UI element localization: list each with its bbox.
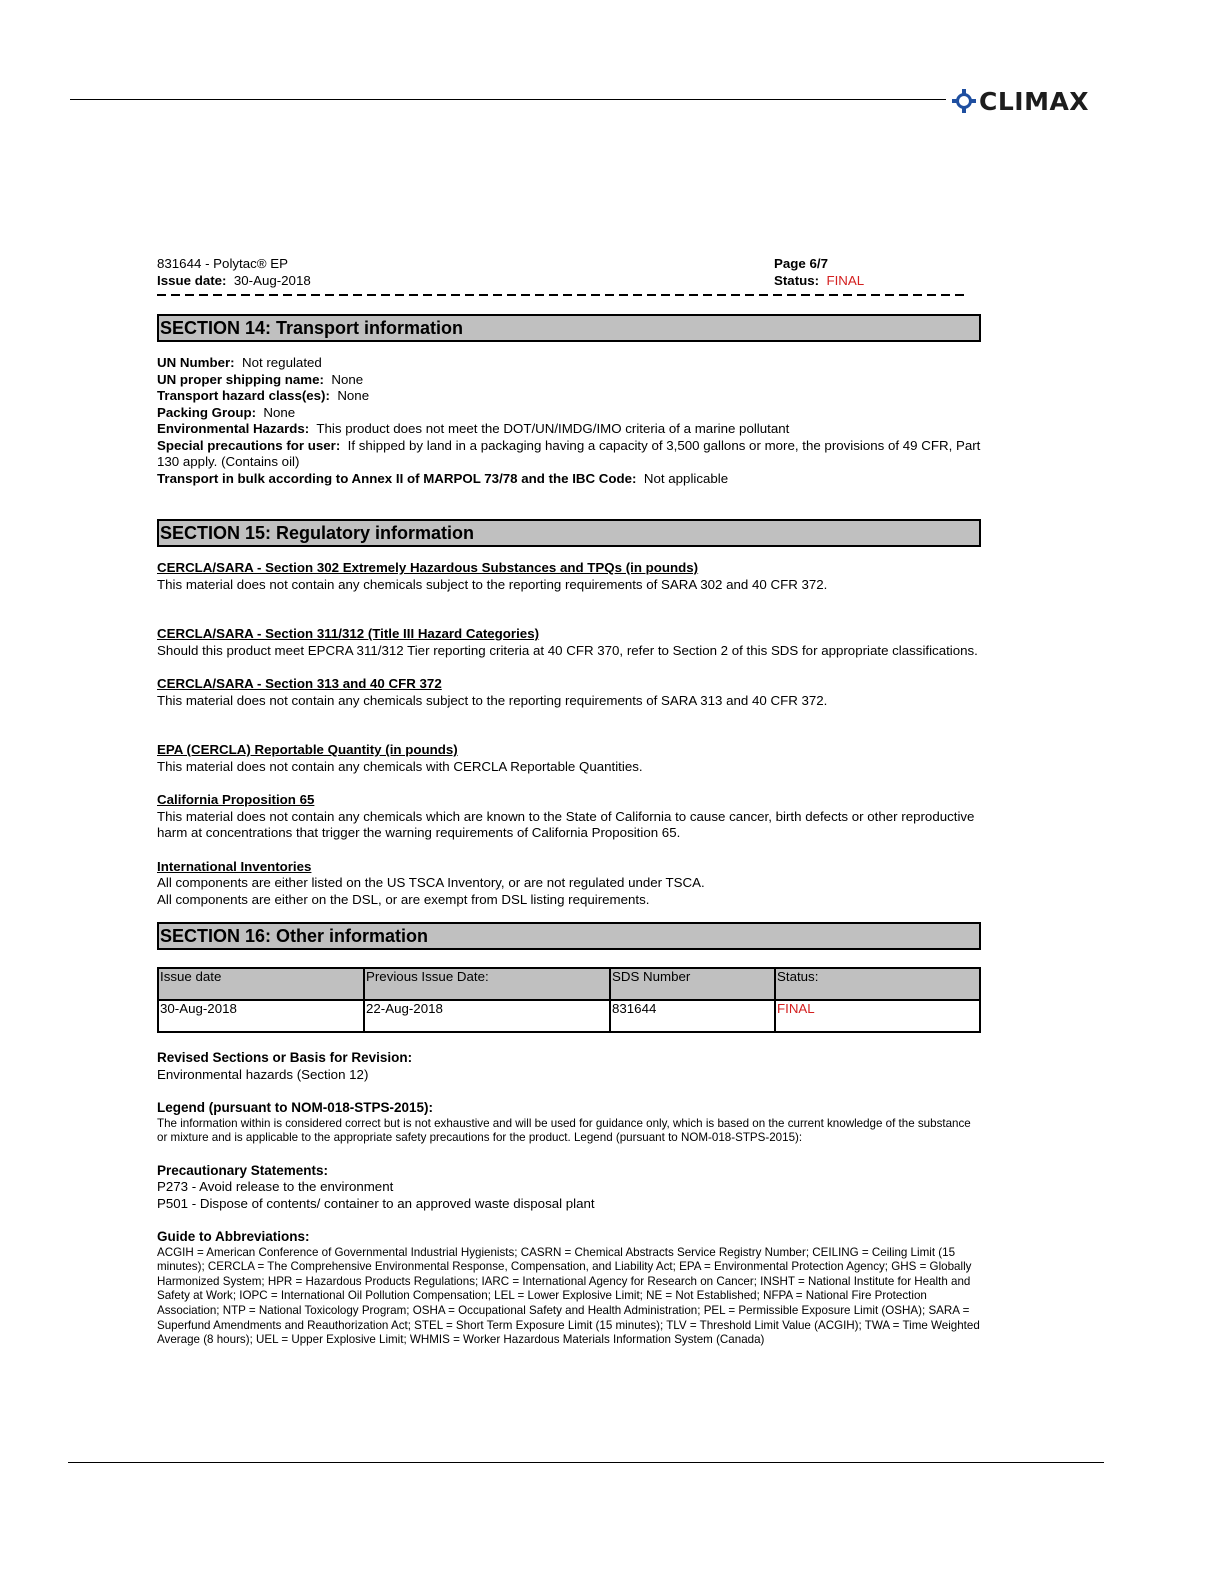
section-15-title: SECTION 15: Regulatory information <box>157 519 981 547</box>
precautionary-statements: Precautionary Statements: P273 - Avoid release to the environment P501 - Dispose of contents/ container to an approved waste disposal plant <box>157 1162 595 1211</box>
status-label: Status: <box>774 272 820 288</box>
table-row <box>158 1000 980 1032</box>
transport-item: UN proper shipping name: None <box>157 371 364 387</box>
header-rule <box>70 99 946 100</box>
revision-basis: Revised Sections or Basis for Revision: Environmental hazards (Section 12) <box>157 1050 413 1082</box>
table-header-row <box>158 968 980 1000</box>
issue-date-label: Issue date: <box>157 272 227 288</box>
page-header <box>157 256 981 290</box>
legend: Legend (pursuant to NOM-018-STPS-2015): The information within is considered correct but is not exhaustive and will be used for guidance only, which is based on the current knowledge of the substance or mixture and is applicable to the appropriate safety precautions for the product. Legend (pursuant to NOM-018-STPS-2015): <box>157 1100 971 1145</box>
document-body <box>157 256 981 1348</box>
climax-logo-icon <box>952 89 976 113</box>
reg-block-311: CERCLA/SARA - Section 311/312 (Title III Hazard Categories) Should this product meet EPCRA 311/312 Tier reporting criteria at 40 CFR 370, refer to Section 2 of this SDS for appropriate classifications. <box>157 626 978 658</box>
reg-block-epa: EPA (CERCLA) Reportable Quantity (in pounds) This material does not contain any chemicals with CERCLA Reportable Quantities. <box>157 742 643 774</box>
climax-logo <box>952 86 1089 116</box>
table-header-cell: SDS Number <box>610 968 775 1000</box>
transport-item: UN Number: Not regulated <box>157 355 322 370</box>
abbreviations-guide: Guide to Abbreviations: ACGIH = American Conference of Governmental Industrial Hygienists; CASRN = Chemical Abstracts Service Registry Number; CEILING = Ceiling Limit (15 minutes); CERCLA = The Comprehensive Environmental Response, Compensation, and Liability Act; EPA = Environmental Protection Agency; GHS = Globally Harmonized System; HPR = Hazardous Products Regulations; IARC = International Agency for Research on Cancer; INSHT = National Institute for Health and Safety at Work; IOPC = International Oil Pollution Compensation; LEL = Lower Explosive Limit; NE = Not Established; NFPA = National Fire Protection Association; NTP = National Toxicology Program; OSHA = Occupational Safety and Health Administration; PEL = Permissible Exposure Limit (OSHA); SARA = Superfund Amendments and Reauthorization Act; STEL = Short Term Exposure Limit (15 minutes); TLV = Threshold Limit Value (ACGIH); TWA = Time Weighted Average (8 hours); UEL = Upper Explosive Limit; WHMIS = Worker Hazardous Materials Information System (Canada) <box>157 1229 980 1347</box>
transport-info <box>157 355 981 487</box>
logo-text: CLIMAX <box>979 86 1090 116</box>
table-cell: 831644 <box>610 1000 775 1032</box>
footer-rule <box>68 1462 1104 1463</box>
table-cell: 22-Aug-2018 <box>364 1000 610 1032</box>
reg-block-302: CERCLA/SARA - Section 302 Extremely Hazardous Substances and TPQs (in pounds) This material does not contain any chemicals subject to the reporting requirements of SARA 302 and 40 CFR 372. <box>157 560 828 592</box>
table-header-cell: Issue date <box>158 968 364 1000</box>
section-14-title: SECTION 14: Transport information <box>157 314 981 342</box>
table-header-cell: Previous Issue Date: <box>364 968 610 1000</box>
transport-item: Packing Group: None <box>157 404 296 420</box>
table-cell: 30-Aug-2018 <box>158 1000 364 1032</box>
status-value: FINAL <box>826 272 865 288</box>
page-number: Page 6/7 <box>774 256 828 271</box>
revision-table <box>157 967 981 1033</box>
issue-date-value: 30-Aug-2018 <box>233 272 311 288</box>
product-line: 831644 - Polytac® EP <box>157 256 289 271</box>
reg-block-prop65: California Proposition 65 This material does not contain any chemicals which are known to the State of California to cause cancer, birth defects or other reproductive harm at concentrations that trigger the warning requirements of California Proposition 65. <box>157 792 975 840</box>
reg-block-313: CERCLA/SARA - Section 313 and 40 CFR 372 This material does not contain any chemicals subject to the reporting requirements of SARA 313 and 40 CFR 372. <box>157 676 828 708</box>
transport-item: Transport in bulk according to Annex II of MARPOL 73/78 and the IBC Code: Not applicable <box>157 470 729 486</box>
transport-item: Special precautions for user: If shipped by land in a packaging having a capacity of 3,500 gallons or more, the provisions of 49 CFR, Part 130 apply. (Contains oil) <box>157 437 981 469</box>
reg-block-inventories: International Inventories All components are either listed on the US TSCA Inventory, or are not regulated under TSCA. All components are either on the DSL, or are exempt from DSL listing requirements. <box>157 858 705 907</box>
transport-item: Environmental Hazards: This product does not meet the DOT/UN/IMDG/IMO criteria of a marine pollutant <box>157 421 790 436</box>
section-16-title: SECTION 16: Other information <box>157 922 981 950</box>
table-header-cell: Status: <box>775 968 980 1000</box>
transport-item: Transport hazard class(es): None <box>157 388 370 403</box>
dashed-divider <box>157 294 969 296</box>
table-cell-status: FINAL <box>775 1000 980 1032</box>
